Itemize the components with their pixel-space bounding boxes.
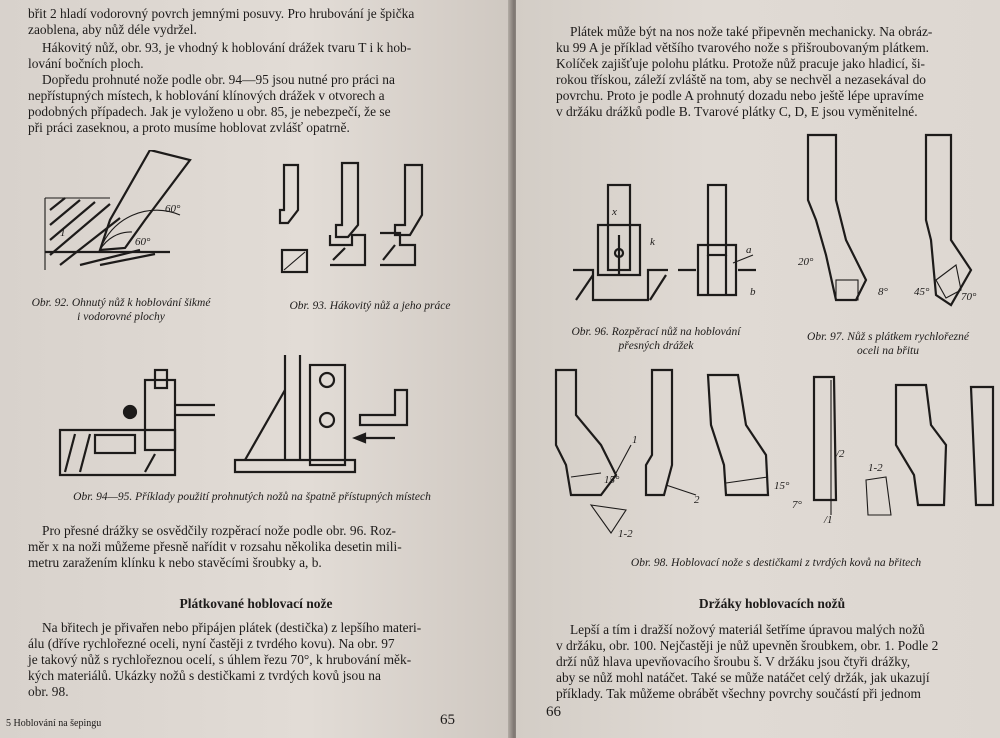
angle-label: 20°	[798, 256, 814, 268]
angle-label: 70°	[961, 291, 977, 303]
text-line: v držáku drážků podle B. Tvarové plátky C, D, E jsou vyměnitelné.	[556, 104, 918, 119]
text-line: při práci zaseknou, a proto musíme hoblovat zvlášť opatrně.	[28, 120, 350, 135]
text-line: měr x na noži můžeme přesně nařídit v rozsahu několika desetin mili-	[28, 539, 402, 554]
caption-fig-94-95: Obr. 94—95. Příklady použití prohnutých nožů na špatně přístupných místech	[73, 491, 431, 503]
text-line: nepřístupných místech, k hoblování klínových drážek v otvorech a	[28, 88, 385, 103]
text-line: rokou třískou, záleží zvláště na tom, aby se nechvěl a nezasekával do	[556, 72, 926, 87]
text-line: aby se nůž mohl natáčet. Také se může natáčet celý držák, jak ukazují	[556, 670, 930, 685]
angle-label: 15°	[774, 480, 790, 492]
angle-label: 7°	[792, 499, 802, 511]
caption-line: Obr. 97. Nůž s plátkem rychlořezné	[807, 331, 969, 343]
caption-fig-96	[536, 325, 776, 353]
section-label: /1	[824, 514, 833, 526]
paragraph-lepsi	[556, 622, 988, 702]
text-line: podobných případech. Jak je vyloženo u obr. 85, je nebezpečí, že se	[28, 104, 391, 119]
angle-label: 45°	[914, 286, 930, 298]
caption-line: Obr. 96. Rozpěrací nůž na hoblování	[571, 326, 741, 338]
text-line: obr. 98.	[28, 684, 69, 699]
text-line: Plátek může být na nos nože také připevněn mechanicky. Na obráz-	[570, 24, 933, 39]
section-label: 1-2	[618, 528, 633, 540]
paragraph-presne	[28, 523, 484, 571]
angle-label: 60°	[135, 236, 151, 248]
caption-line: přesných drážek	[618, 340, 694, 352]
figure-94-95-bent-tools-usage	[55, 350, 435, 485]
paragraph-platek	[556, 24, 988, 120]
text-line: Hákovitý nůž, obr. 93, je vhodný k hoblování drážek tvaru T i k hob-	[42, 40, 412, 55]
text-line: álu (dříve rychlořezné oceli, nyní častěji z tvrdého kovu). Na obr. 97	[28, 636, 395, 651]
section-heading: Plátkované hoblovací nože	[179, 596, 333, 611]
screw-label: a	[746, 244, 752, 256]
dimension-label: x	[612, 206, 617, 218]
caption-fig-92	[6, 296, 236, 324]
caption-line: oceli na břitu	[857, 345, 919, 357]
angle-label: 15°	[604, 474, 620, 486]
paragraph-dopredu	[28, 72, 484, 136]
figure-96-spacer-tool	[568, 175, 758, 315]
text-line: příklady. Tak můžeme obrábět všechny povrchy součástí při jednom	[556, 686, 921, 701]
screw-label: b	[750, 286, 756, 298]
text-line: v držáku, obr. 100. Nejčastěji je nůž upevněn šroubkem, obr. 1. Podle 2	[556, 638, 939, 653]
section-label: /2	[836, 448, 845, 460]
text-line: je takový nůž s rychlořeznou ocelí, s úhlem řezu 70°, k hrubování měk-	[28, 652, 412, 667]
text-line: Dopředu prohnuté nože podle obr. 94—95 jsou nutné pro práci na	[42, 72, 395, 87]
figure-93-hook-tool	[270, 155, 460, 275]
page-number: 65	[440, 712, 455, 728]
angle-label: 8°	[878, 286, 888, 298]
section-heading: Držáky hoblovacích nožů	[698, 596, 846, 611]
text-line: zaoblena, aby nůž déle vydržel.	[28, 22, 197, 37]
text-line: Lepší a tím i dražší nožový materiál šetříme úpravou malých nožů	[570, 622, 925, 637]
right-page	[516, 0, 1000, 738]
text-line: kých materiálů. Ukázky nožů s destičkami z tvrdých kovů jsou na	[28, 668, 381, 683]
paragraph-hakovity	[28, 40, 484, 72]
text-line: povrchu. Proto je podle A prohnutý dozadu nebo ještě lépe upravíme	[556, 88, 924, 103]
wedge-label: k	[650, 236, 655, 248]
section-label: 1-2	[868, 462, 883, 474]
footer-signature: 5 Hoblování na šepingu	[6, 718, 102, 729]
figure-97-tipped-tool	[796, 130, 996, 315]
text-line: metru zaražením klínku k nebo stavěcími šroubky a, b.	[28, 555, 322, 570]
angle-label: 60°	[165, 203, 181, 215]
marker-label: 2	[694, 494, 700, 506]
marker-label: 1	[60, 227, 66, 239]
text-line: lování bočních ploch.	[28, 56, 144, 71]
text-line: drží nůž hlava upevňovacího šroubu š. V držáku jsou čtyři drážky,	[556, 654, 911, 669]
text-line: Kolíček zajišťuje polohu plátku. Protože nůž pracuje jako hladicí, ši-	[556, 56, 926, 71]
intro-paragraph	[28, 6, 484, 38]
text-line: Na břitech je přivařen nebo připájen plátek (destička) z lepšího materi-	[42, 620, 422, 635]
text-line: ku 99 A je příklad většího tvarového nože s přišroubovaným plátkem.	[556, 40, 930, 55]
figure-92-bent-tool	[40, 150, 210, 285]
page-number: 66	[546, 704, 561, 720]
caption-fig-98: Obr. 98. Hoblovací nože s destičkami z tvrdých kovů na břitech	[630, 557, 922, 569]
figure-98-carbide-tools	[546, 365, 996, 550]
text-line: Pro přesné drážky se osvědčily rozpěrací nože podle obr. 96. Roz-	[42, 523, 396, 538]
text-line: břit 2 hladí vodorovný povrch jemnými posuvy. Pro hrubování je špička	[28, 6, 415, 21]
caption-line: Obr. 92. Ohnutý nůž k hoblování šikmé	[31, 297, 211, 309]
caption-fig-97	[776, 330, 1000, 358]
marker-label: 1	[632, 434, 638, 446]
caption-line: i vodorovné plochy	[77, 311, 165, 323]
paragraph-britech	[28, 620, 484, 700]
caption-fig-93: Obr. 93. Hákovitý nůž a jeho práce	[289, 300, 451, 312]
